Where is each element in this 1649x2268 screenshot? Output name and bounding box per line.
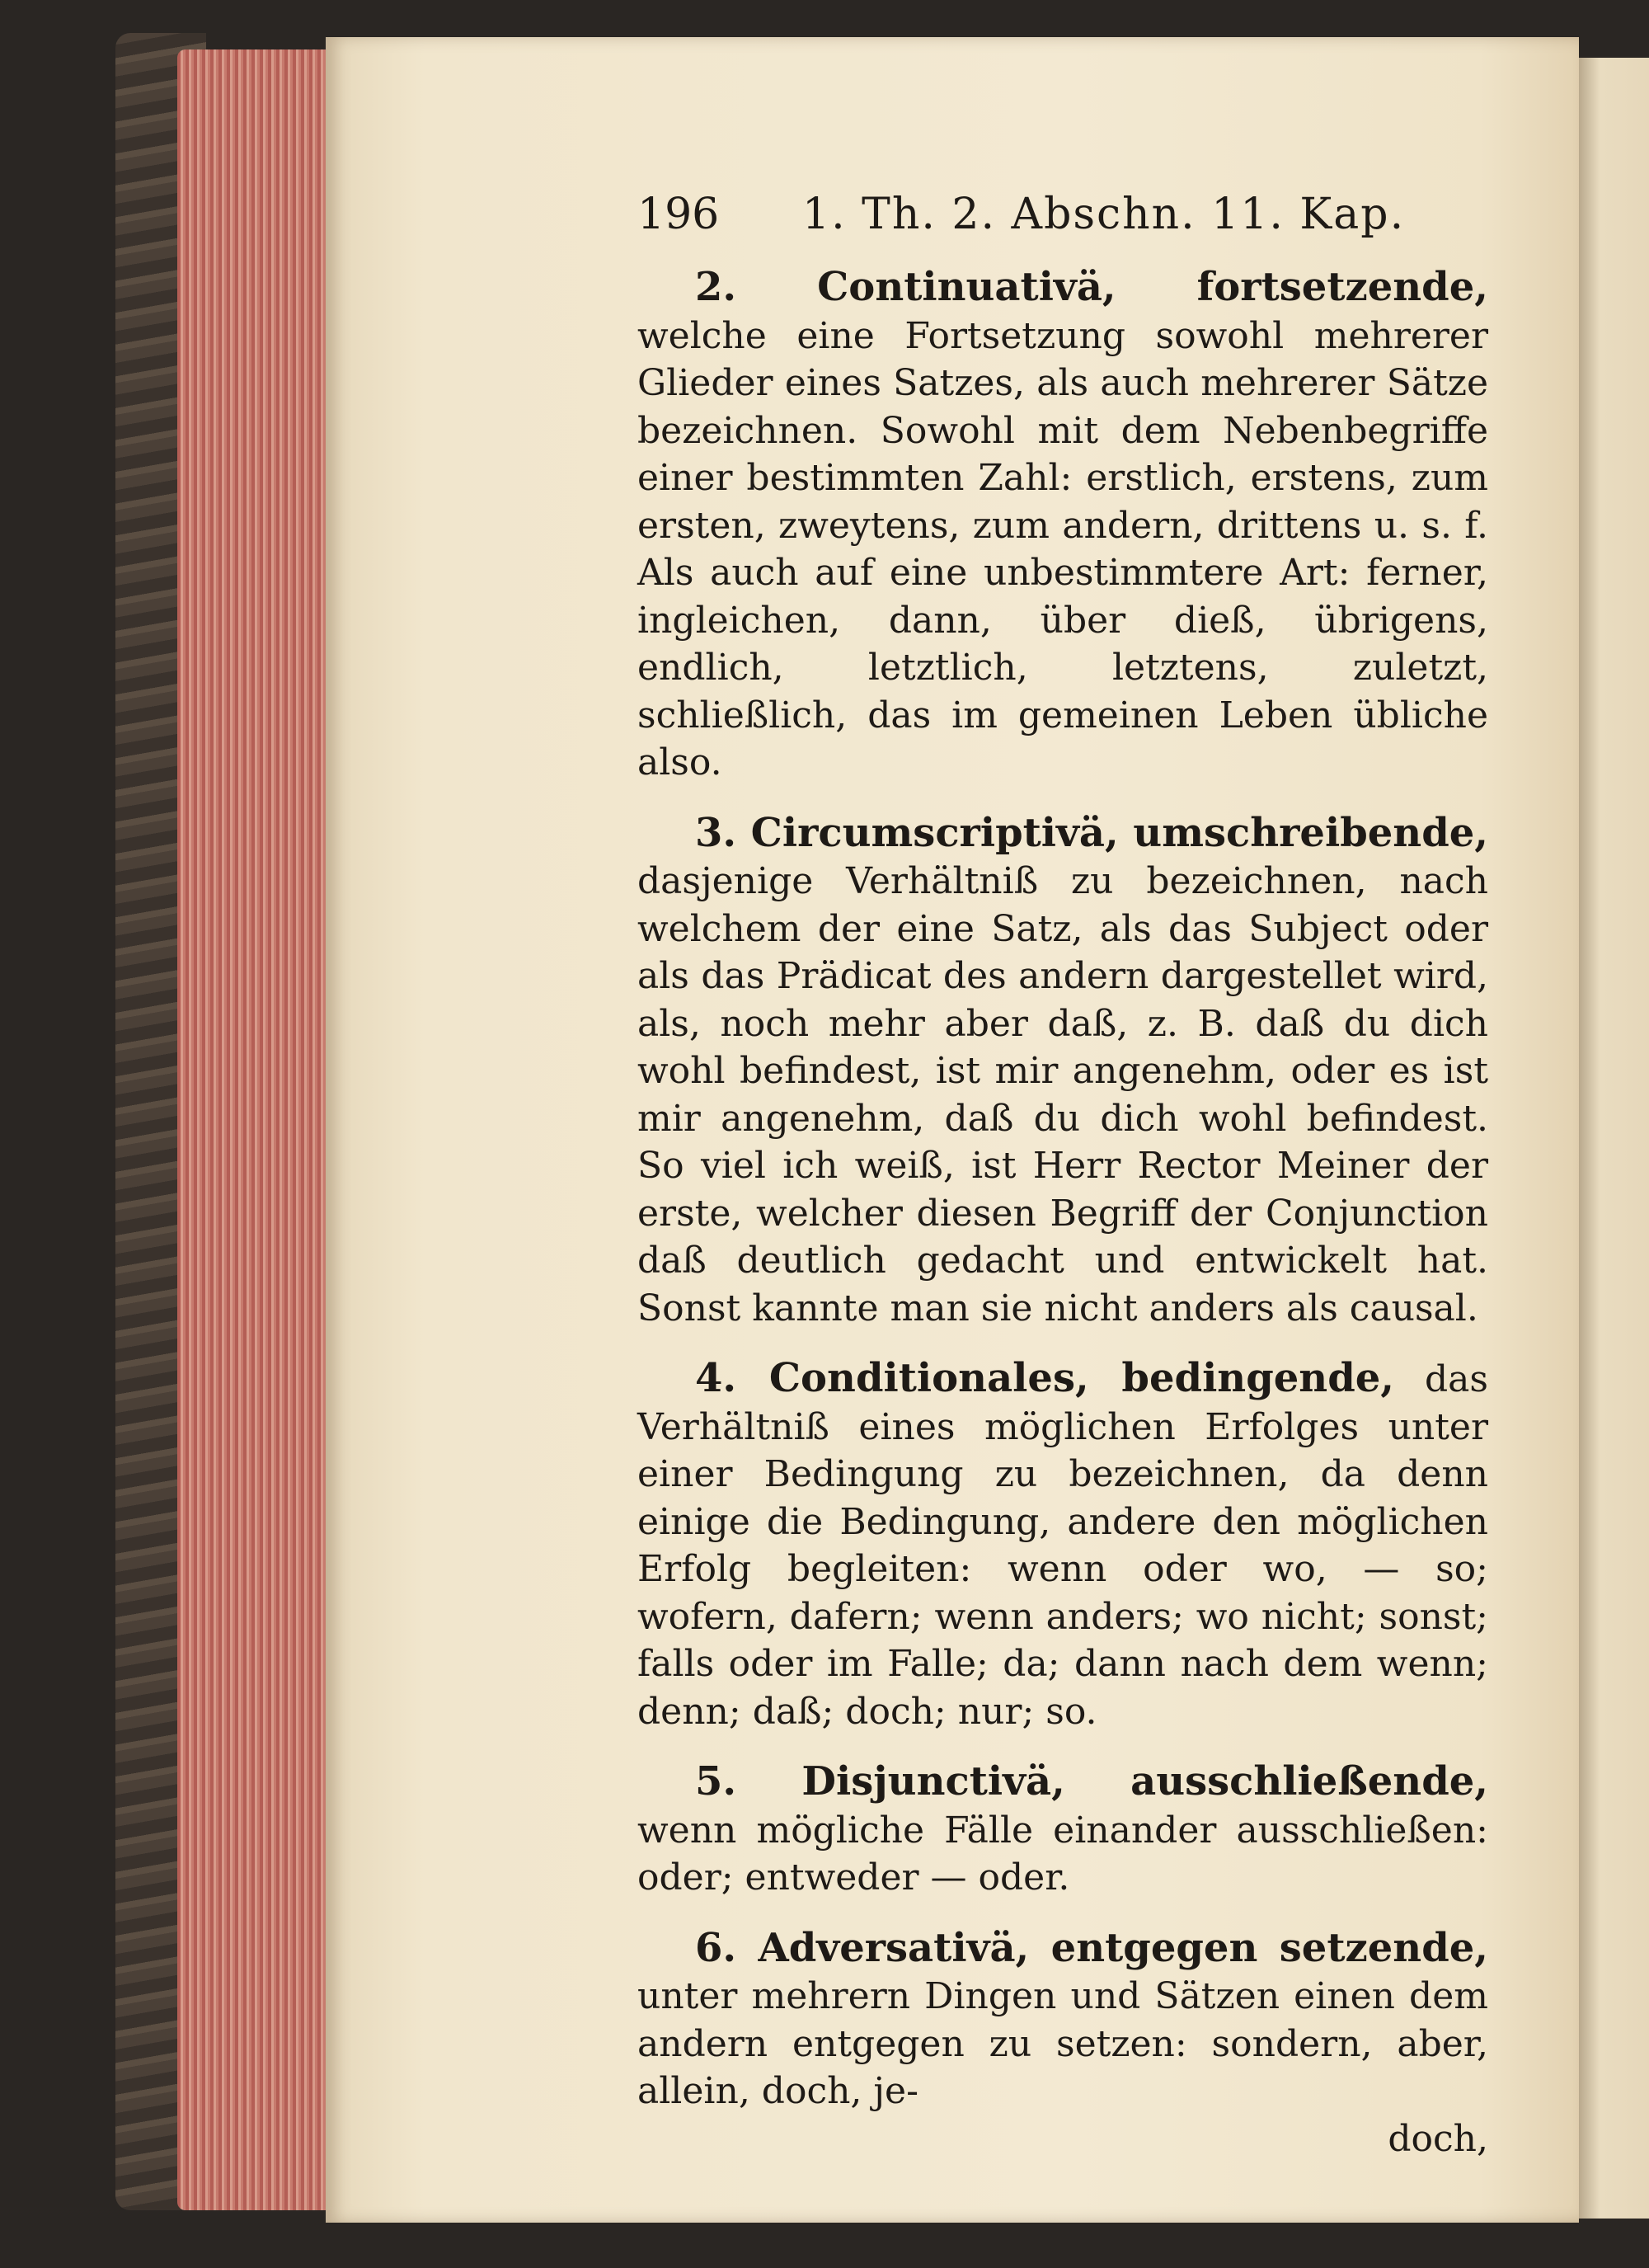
paragraph-body: wenn mögliche Fälle einander ausschließen: oder; entweder — oder. <box>637 1809 1488 1899</box>
paragraph-lead: 6. Adversativä, entgegen setzende, <box>695 1924 1488 1971</box>
paragraph-circumscriptivae <box>637 810 1488 1333</box>
paragraph-body: dasjenige Verhältniß zu bezeichnen, nach welchem der eine Satz, als das Subject oder als das Prädicat des andern dargestellet wird, als, noch mehr aber daß, z. B. daß du dich wohl befindest, ist mir angenehm, oder es ist mir angenehm, daß du dich wohl befindest. So viel ich weiß, ist Herr Rector Meiner der erste, welcher diesen Begriff der Conjunction daß deutlich gedacht und entwickelt hat. Sonst kannte man sie nicht anders als causal. <box>637 860 1488 1329</box>
paragraph-body: das Verhältniß eines möglichen Erfolges unter einer Bedingung zu bezeichnen, da denn einige die Bedingung, andere den möglichen Erfolg begleiten: wenn oder wo, — so; wofern, dafern; wenn anders; wo nicht; sonst; falls oder im Falle; da; dann nach dem wenn; denn; daß; doch; nur; so. <box>637 1358 1488 1733</box>
paragraph-adversativae <box>637 1925 1488 2115</box>
page-number: 196 <box>637 190 720 239</box>
paragraph-lead: 3. Circumscriptivä, umschreibende, <box>695 809 1488 856</box>
page-header <box>637 186 1488 264</box>
paragraph-body: welche eine Fortsetzung sowohl mehrerer Glieder eines Satzes, als auch mehrerer Sätze bezeichnen. Sowohl mit dem Nebenbegriffe einer bestimmten Zahl: erstlich, erstens, zum ersten, zweytens, zum andern, drittens u. s. f. Als auch auf eine unbestimmtere Art: ferner, ingleichen, dann, über dieß, übrigens, endlich, letztlich, letztens, zuletzt, schließlich, das im gemeinen Leben übliche also. <box>637 314 1488 783</box>
paragraph-conditionales <box>637 1355 1488 1735</box>
paragraph-body: unter mehrern Dingen und Sätzen einen dem andern entgegen zu setzen: sondern, aber, allein, doch, je- <box>637 1975 1488 2112</box>
page-edges <box>177 49 326 2210</box>
paragraph-disjunctivae <box>637 1758 1488 1902</box>
paragraph-lead: 5. Disjunctivä, ausschließende, <box>695 1758 1488 1805</box>
paragraph-lead: 2. Continuativä, fortsetzende, <box>695 264 1488 310</box>
catchword: doch, <box>1388 2117 1488 2160</box>
paragraph-lead: 4. Conditionales, bedingende, <box>695 1355 1395 1401</box>
facing-page-edge <box>1579 58 1649 2219</box>
page-text <box>637 186 1488 2162</box>
running-head: 1. Th. 2. Abschn. 11. Kap. <box>802 190 1406 239</box>
paragraph-continuativae <box>637 264 1488 787</box>
